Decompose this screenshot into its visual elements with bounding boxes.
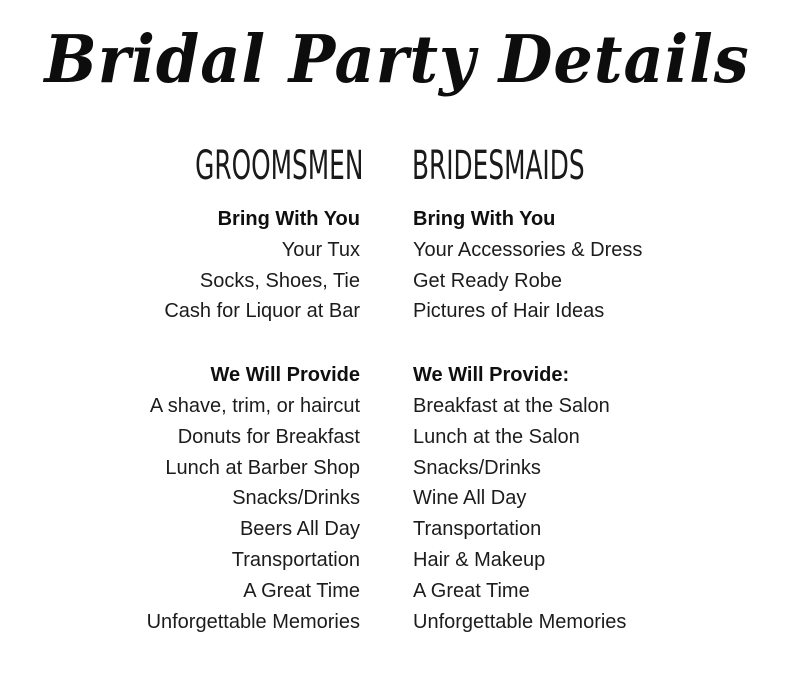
bridesmaids-provide-item: A Great Time [413,579,530,602]
bridesmaids-provide-item: Snacks/Drinks [413,456,541,479]
groomsmen-provide-item: Lunch at Barber Shop [165,456,360,479]
bridesmaids-heading: BRIDESMAIDS [412,143,585,189]
bridesmaids-provide-item: Wine All Day [413,487,527,510]
page-title: Bridal Party Details [44,21,750,98]
groomsmen-provide-title: We Will Provide [210,364,360,387]
bridesmaids-provide-item: Unforgettable Memories [413,610,627,633]
groomsmen-provide-item: Unforgettable Memories [146,610,360,633]
bridesmaids-provide-item: Hair & Makeup [413,548,546,571]
bridesmaids-bring-item: Pictures of Hair Ideas [413,300,605,323]
groomsmen-heading: GROOMSMEN [194,143,363,189]
bridesmaids-bring-item: Your Accessories & Dress [413,238,643,261]
groomsmen-bring-title: Bring With You [217,208,360,230]
groomsmen-provide-item: A shave, trim, or haircut [149,394,360,417]
groomsmen-column [20,204,360,637]
bridesmaids-column [413,204,753,637]
section-spacer [20,327,360,360]
groomsmen-bring-item: Your Tux [281,238,360,261]
groomsmen-provide-item: Transportation [231,548,360,571]
groomsmen-provide-item: Beers All Day [239,518,360,541]
bridesmaids-bring-item: Get Ready Robe [413,269,562,292]
section-spacer [413,327,753,360]
bridesmaids-provide-item: Breakfast at the Salon [413,394,610,417]
bridesmaids-provide-item: Transportation [413,518,542,541]
groomsmen-bring-item: Cash for Liquor at Bar [164,300,360,323]
bridesmaids-bring-title: Bring With You [413,208,556,230]
bridesmaids-provide-title: We Will Provide: [413,364,570,387]
groomsmen-provide-item: Donuts for Breakfast [177,425,360,448]
groomsmen-provide-item: A Great Time [243,579,360,602]
groomsmen-bring-item: Socks, Shoes, Tie [199,269,360,292]
groomsmen-provide-item: Snacks/Drinks [232,487,360,510]
bridesmaids-provide-item: Lunch at the Salon [413,425,580,448]
